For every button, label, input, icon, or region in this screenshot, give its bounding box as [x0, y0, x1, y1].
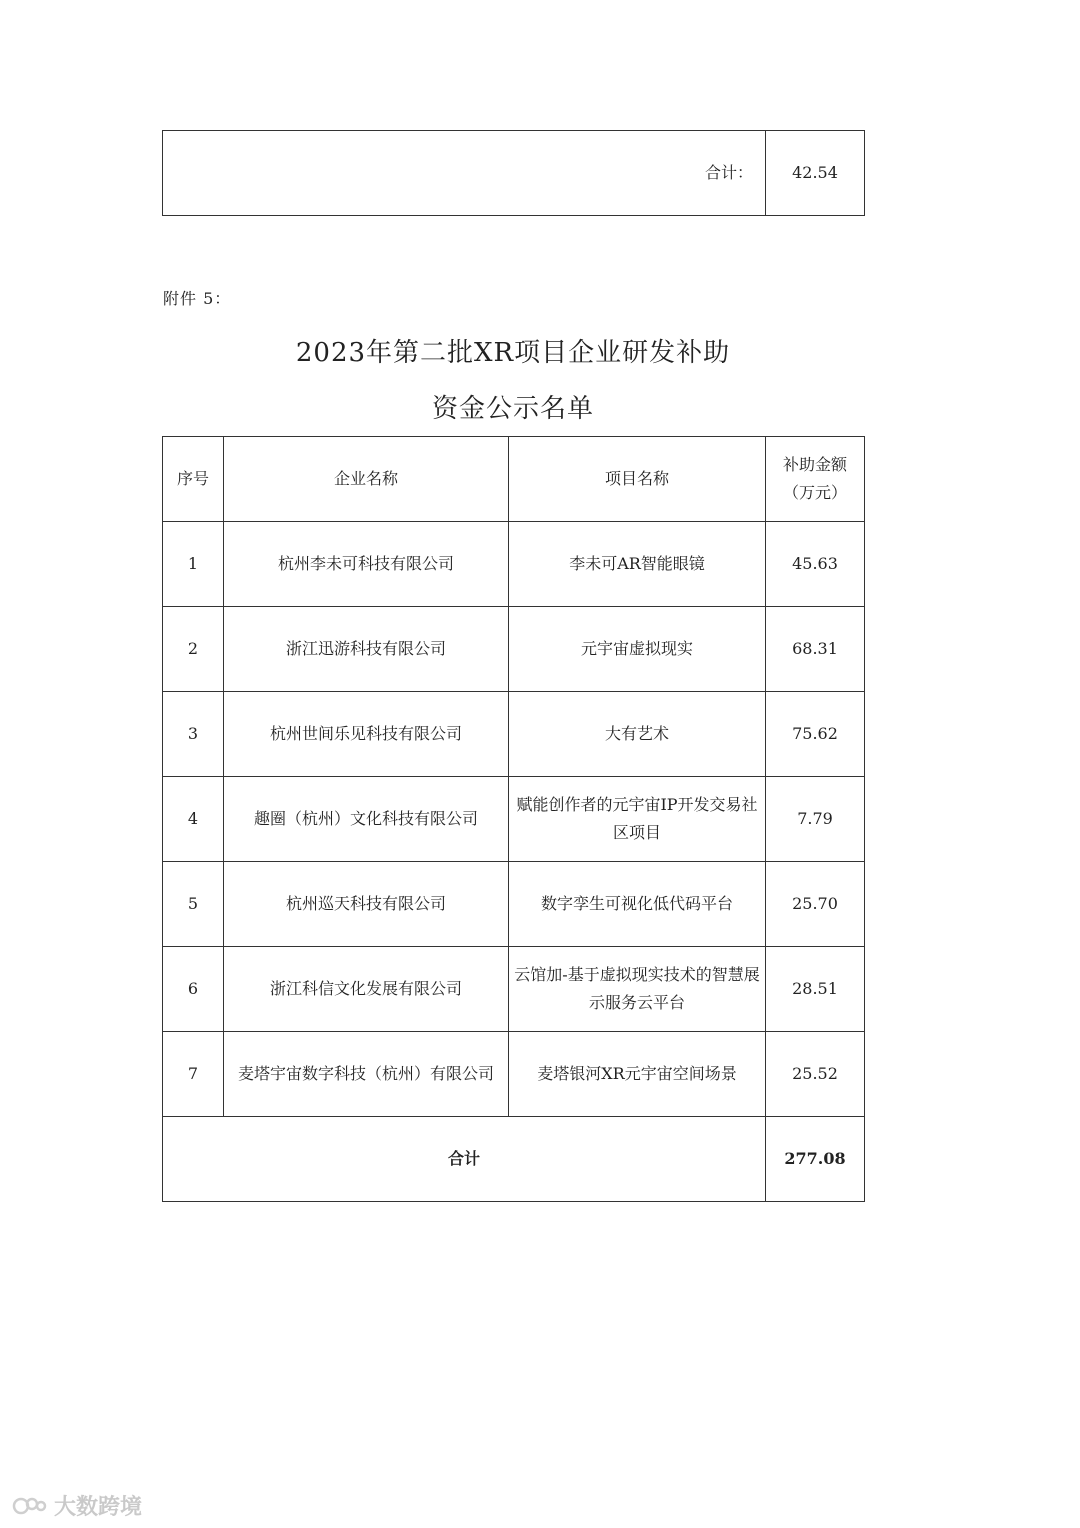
row-amount: 25.52	[766, 1032, 865, 1117]
header-company: 企业名称	[224, 437, 509, 522]
row-project: 麦塔银河XR元宇宙空间场景	[509, 1032, 766, 1117]
total-row	[163, 1117, 865, 1202]
row-company: 杭州巡天科技有限公司	[224, 862, 509, 947]
table-row	[163, 692, 865, 777]
watermark	[12, 1490, 142, 1521]
row-amount: 28.51	[766, 947, 865, 1032]
row-amount: 7.79	[766, 777, 865, 862]
row-company: 趣圈（杭州）文化科技有限公司	[224, 777, 509, 862]
row-company: 麦塔宇宙数字科技（杭州）有限公司	[224, 1032, 509, 1117]
row-project: 元宇宙虚拟现实	[509, 607, 766, 692]
total-value: 277.08	[766, 1117, 865, 1202]
table-header-row	[163, 437, 865, 522]
row-project: 大有艺术	[509, 692, 766, 777]
row-amount: 75.62	[766, 692, 865, 777]
subsidy-table	[162, 436, 865, 1202]
row-no: 2	[163, 607, 224, 692]
row-no: 5	[163, 862, 224, 947]
total-label: 合计	[163, 1117, 766, 1202]
row-company: 杭州世间乐见科技有限公司	[224, 692, 509, 777]
row-amount: 45.63	[766, 522, 865, 607]
row-project: 赋能创作者的元宇宙IP开发交易社区项目	[509, 777, 766, 862]
previous-total-row	[163, 131, 865, 216]
table-row	[163, 862, 865, 947]
watermark-text: 大数跨境	[54, 1495, 143, 1520]
row-company: 浙江迅游科技有限公司	[224, 607, 509, 692]
row-project: 李未可AR智能眼镜	[509, 522, 766, 607]
row-no: 1	[163, 522, 224, 607]
table-row	[163, 522, 865, 607]
row-amount: 68.31	[766, 607, 865, 692]
table-row	[163, 947, 865, 1032]
header-project: 项目名称	[509, 437, 766, 522]
previous-total-label: 合计：	[163, 131, 766, 216]
table-body	[163, 522, 865, 1117]
row-amount: 25.70	[766, 862, 865, 947]
annex-label: 附件 5：	[163, 289, 232, 308]
header-amount: 补助金额（万元）	[766, 437, 865, 522]
row-no: 4	[163, 777, 224, 862]
row-no: 6	[163, 947, 224, 1032]
row-project: 云馆加-基于虚拟现实技术的智慧展示服务云平台	[509, 947, 766, 1032]
previous-total-value: 42.54	[766, 131, 865, 216]
table-row	[163, 1032, 865, 1117]
document-title-line2: 资金公示名单	[431, 394, 594, 424]
table-row	[163, 777, 865, 862]
header-no: 序号	[163, 437, 224, 522]
row-no: 3	[163, 692, 224, 777]
row-project: 数字孪生可视化低代码平台	[509, 862, 766, 947]
row-no: 7	[163, 1032, 224, 1117]
row-company: 杭州李未可科技有限公司	[224, 522, 509, 607]
table-row	[163, 607, 865, 692]
document-title-line1: 2023年第二批XR项目企业研发补助	[295, 338, 731, 368]
row-company: 浙江科信文化发展有限公司	[224, 947, 509, 1032]
watermark-logo-icon	[12, 1495, 48, 1517]
previous-total-table	[162, 130, 865, 216]
